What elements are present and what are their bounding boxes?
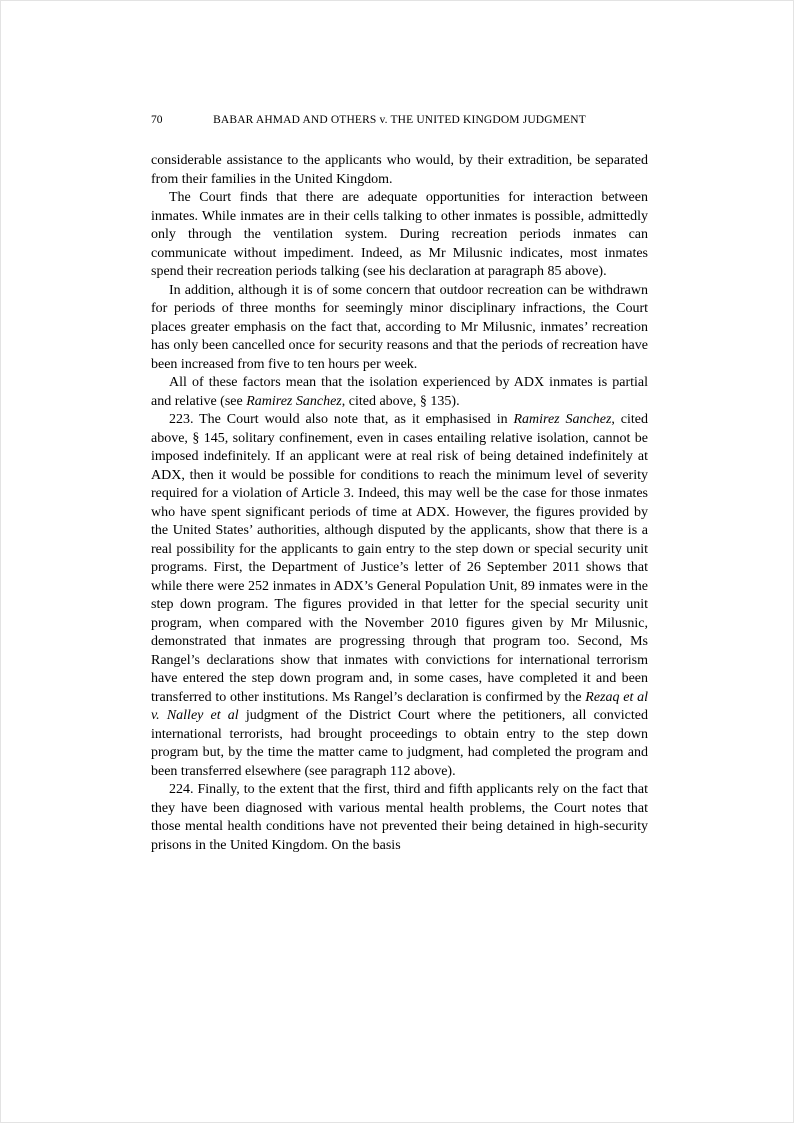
paragraph xyxy=(151,189,648,282)
text-run: , cited above, § 145, solitary confinement, even in cases entailing relative isolation, cannot be imposed indefinitely. If an applicant were at real risk of being detained indefinitely at ADX, then it would be possible for conditions to reach the minimum level of severity required for a violation of Article 3. Indeed, this may well be the case for those inmates who have spent significant periods of time at ADX. However, the figures provided by the United States’ authorities, although disputed by the applicants, show that there is a real possibility for the applicants to gain entry to the step down or special security unit programs. First, the Department of Justice’s letter of 26 September 2011 shows that while there were 252 inmates in ADX’s General Population Unit, 89 inmates were in the step down program. The figures provided in that letter for the special security unit program, when compared with the November 2010 figures given by Mr Milusnic, demonstrated that inmates are progressing through that program too. Second, Ms Rangel’s declarations show that inmates with convictions for international terrorism have entered the step down program and, in some cases, have completed it and been transferred to other institutions. Ms Rangel’s declaration is confirmed by the xyxy=(151,412,649,705)
text-run: , cited above, § 135). xyxy=(341,393,460,409)
page-number: 70 xyxy=(151,114,163,126)
text-run: 223. The Court would also note that, as it emphasised in xyxy=(169,412,514,427)
page-header xyxy=(151,113,648,127)
text-run: The Court finds that there are adequate opportunities for interaction between inmates. While inmates are in their cells talking to other inmates is possible, admittedly only through the ventilation system. During recreation periods inmates can communicate without impediment. Indeed, as Mr Milusnic indicates, most inmates spend their recreation periods talking (see his declaration at paragraph 85 above). xyxy=(151,190,648,279)
text-run: considerable assistance to the applicants who would, by their extradition, be separated from their families in the United Kingdom. xyxy=(151,153,648,187)
text-run: judgment of the District Court where the petitioners, all convicted international terrorists, had brought proceedings to obtain entry to the step down program but, by the time the matter came to judgment, had completed the program and been transferred elsewhere (see paragraph 112 above). xyxy=(151,708,648,779)
text-run: 224. Finally, to the extent that the first, third and fifth applicants rely on the fact that they have been diagnosed with various mental health problems, the Court notes that those mental health conditions have not prevented their being detained in high-security prisons in the United Kingdom. On the basis xyxy=(151,782,648,853)
paragraph xyxy=(151,374,648,411)
text-run: In addition, although it is of some concern that outdoor recreation can be withdrawn for periods of three months for seemingly minor disciplinary infractions, the Court places greater emphasis on the fact that, according to Mr Milusnic, inmates’ recreation has only been cancelled once for security reasons and that the periods of recreation have been increased from five to ten hours per week. xyxy=(151,282,648,372)
paragraph xyxy=(151,781,648,855)
paragraph xyxy=(151,411,648,781)
document-body xyxy=(151,152,648,855)
case-citation-italic: Ramirez Sanchez xyxy=(513,412,612,427)
case-citation-italic: Rezaq et al v. Nalley et al xyxy=(151,689,648,723)
case-citation-italic: Ramirez Sanchez xyxy=(246,393,342,409)
paragraph xyxy=(151,152,648,189)
paragraph xyxy=(151,282,648,375)
header-title: BABAR AHMAD AND OTHERS v. THE UNITED KINGDOM JUDGMENT xyxy=(213,114,586,126)
text-run: All of these factors mean that the isolation experienced by ADX inmates is partial and relative (see xyxy=(151,375,648,409)
